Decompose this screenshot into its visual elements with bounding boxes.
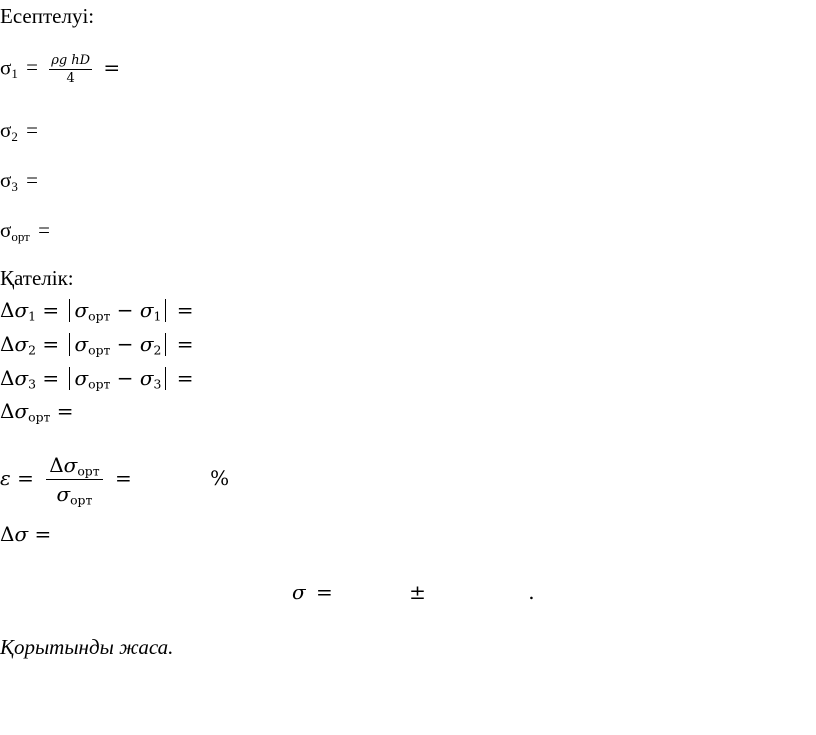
equals-sign: = bbox=[42, 366, 60, 390]
conclusion-text: Қорытынды жаса. bbox=[0, 635, 174, 659]
formula-final-result bbox=[292, 582, 535, 602]
sigma-subscript: 1 bbox=[28, 308, 36, 324]
sigma-symbol: σ bbox=[14, 366, 29, 390]
sigma-symbol: σ bbox=[139, 332, 154, 356]
fraction-numerator bbox=[46, 455, 102, 480]
absolute-value bbox=[69, 299, 166, 322]
period: . bbox=[528, 580, 535, 604]
fraction-denominator bbox=[46, 480, 102, 508]
sigma-subscript: орт bbox=[70, 492, 93, 508]
equals-sign: = bbox=[26, 168, 38, 192]
delta-symbol: Δ bbox=[0, 399, 15, 423]
minus-sign: − bbox=[116, 298, 134, 322]
formula-sigma-average bbox=[0, 218, 50, 244]
equals-sign: = bbox=[17, 466, 34, 490]
equals-sign: = bbox=[176, 332, 194, 356]
formula-sigma-2 bbox=[0, 118, 38, 144]
percent-sign: % bbox=[210, 466, 230, 490]
sigma-symbol: σ bbox=[14, 298, 29, 322]
sigma-subscript: 3 bbox=[153, 376, 162, 392]
sigma-subscript: 2 bbox=[11, 128, 18, 144]
sigma-subscript: орт bbox=[88, 376, 111, 392]
sigma-symbol: σ bbox=[14, 399, 29, 423]
sigma-subscript: орт bbox=[77, 463, 100, 479]
formula-delta-sigma-3 bbox=[0, 367, 194, 390]
delta-symbol: Δ bbox=[0, 298, 15, 322]
equals-sign: = bbox=[34, 522, 52, 546]
sigma-symbol: σ bbox=[292, 580, 306, 604]
formula-delta-sigma-1 bbox=[0, 299, 194, 322]
sigma-subscript: 1 bbox=[11, 66, 18, 82]
sigma-symbol: σ bbox=[56, 482, 71, 506]
delta-symbol: Δ bbox=[49, 453, 64, 477]
equals-sign: = bbox=[56, 399, 74, 423]
sigma-subscript: орт bbox=[88, 308, 111, 324]
sigma-symbol: σ bbox=[0, 168, 12, 192]
equals-sign: = bbox=[26, 55, 38, 80]
sigma-subscript: орт bbox=[28, 409, 51, 425]
equals-sign: = bbox=[42, 332, 60, 356]
equals-sign: = bbox=[38, 218, 50, 242]
formula-relative-error bbox=[0, 453, 230, 508]
formula-delta-sigma-average bbox=[0, 399, 74, 425]
delta-symbol: Δ bbox=[0, 366, 15, 390]
equals-sign: = bbox=[316, 580, 333, 604]
absolute-value bbox=[69, 367, 166, 390]
fraction-denominator: 4 bbox=[66, 71, 75, 86]
equals-sign: = bbox=[114, 466, 132, 490]
delta-symbol: Δ bbox=[0, 332, 15, 356]
sigma-subscript: 3 bbox=[11, 178, 18, 194]
formula-sigma-1 bbox=[0, 54, 120, 85]
sigma-symbol: σ bbox=[0, 118, 12, 142]
sigma-symbol: σ bbox=[14, 522, 29, 546]
sigma-symbol: σ bbox=[139, 366, 154, 390]
sigma-symbol: σ bbox=[0, 55, 12, 80]
sigma-subscript: 2 bbox=[153, 342, 162, 358]
minus-sign: − bbox=[116, 366, 134, 390]
formula-delta-sigma-2 bbox=[0, 333, 194, 356]
heading-error: Қателік: bbox=[0, 266, 74, 290]
fraction-rho-g-h-d bbox=[49, 54, 92, 85]
equals-sign: = bbox=[26, 118, 38, 142]
heading-calculation: Есептелуі: bbox=[0, 4, 95, 28]
formula-sigma-3 bbox=[0, 168, 38, 194]
fraction-relative-error bbox=[46, 453, 102, 508]
formula-delta-sigma bbox=[0, 524, 51, 544]
equals-sign: = bbox=[103, 55, 121, 80]
sigma-symbol: σ bbox=[14, 332, 29, 356]
plus-minus-sign: ± bbox=[409, 580, 426, 604]
equals-sign: = bbox=[176, 298, 194, 322]
sigma-symbol: σ bbox=[139, 298, 154, 322]
fraction-numerator: ρg hD bbox=[51, 53, 91, 68]
absolute-value bbox=[69, 333, 166, 356]
sigma-subscript: 3 bbox=[28, 376, 36, 392]
equals-sign: = bbox=[176, 366, 194, 390]
sigma-symbol: σ bbox=[74, 366, 89, 390]
sigma-symbol: σ bbox=[74, 298, 89, 322]
sigma-subscript: 2 bbox=[28, 342, 36, 358]
sigma-symbol: σ bbox=[74, 332, 89, 356]
sigma-symbol: σ bbox=[63, 453, 78, 477]
equals-sign: = bbox=[42, 298, 60, 322]
sigma-subscript: орт bbox=[88, 342, 111, 358]
epsilon-symbol: ε bbox=[0, 466, 11, 490]
sigma-subscript: орт bbox=[11, 228, 30, 244]
sigma-symbol: σ bbox=[0, 218, 12, 242]
delta-symbol: Δ bbox=[0, 522, 15, 546]
sigma-subscript: 1 bbox=[153, 308, 162, 324]
minus-sign: − bbox=[116, 332, 134, 356]
